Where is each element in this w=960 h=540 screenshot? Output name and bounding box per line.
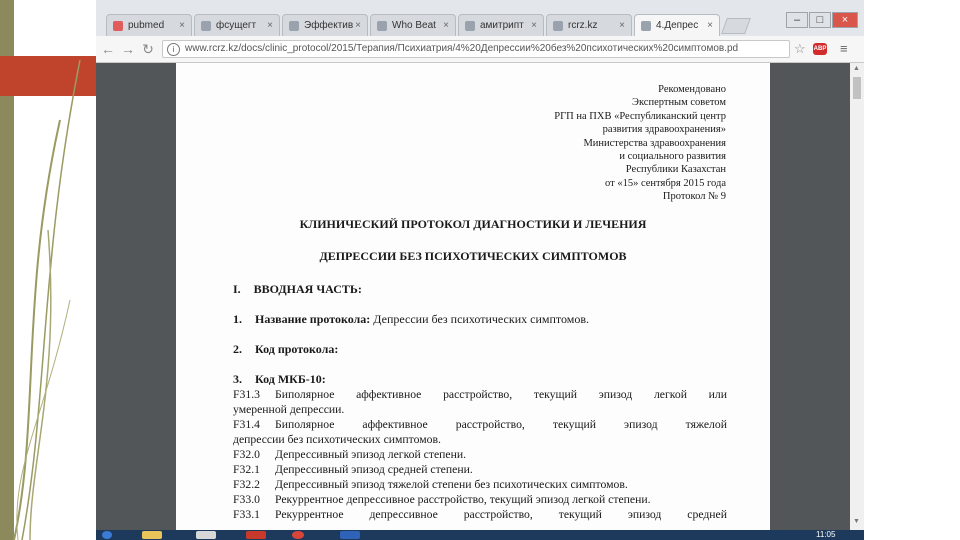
powerpoint-taskbar-icon[interactable] (246, 531, 266, 539)
bookmark-star-icon[interactable]: ☆ (794, 41, 806, 56)
url-input[interactable] (162, 40, 790, 58)
tab-label: rcrz.kz (568, 20, 598, 31)
icd-description: Рекуррентное депрессивное расстройство, текущий эпизод легкой степени. (275, 493, 651, 506)
icd-code-item (233, 372, 326, 387)
close-tab-icon[interactable]: × (707, 20, 713, 31)
approval-line: Рекомендовано (658, 84, 726, 95)
item-value: Депрессии без психотических симптомов. (373, 312, 589, 326)
icd-code-list (233, 387, 727, 522)
item-number: 3. (233, 372, 242, 386)
maximize-button[interactable]: □ (809, 12, 831, 28)
document-title-line-2: ДЕПРЕССИИ БЕЗ ПСИХОТИЧЕСКИХ СИМПТОМОВ (319, 249, 627, 263)
protocol-name-item (233, 312, 589, 327)
approval-line: Экспертным советом (632, 97, 726, 109)
icd-code-row (233, 447, 727, 462)
approval-line: развития здравоохранения» (602, 124, 726, 136)
reload-icon[interactable]: ↻ (142, 41, 154, 57)
tab-label: амитрипт (480, 20, 524, 31)
document-title-line-1: КЛИНИЧЕСКИЙ ПРОТОКОЛ ДИАГНОСТИКИ И ЛЕЧЕНИЯ (299, 217, 647, 231)
icd-code: F32.2 (233, 478, 260, 491)
icd-code-row (233, 477, 727, 492)
windows-taskbar (96, 530, 864, 540)
scroll-down-icon[interactable]: ▼ (853, 518, 860, 525)
icd-code: F31.4 (233, 418, 260, 431)
new-tab-button[interactable] (721, 18, 751, 34)
tab-label: Эффектив (304, 20, 353, 31)
start-button-icon[interactable] (102, 531, 112, 539)
tab-rcrz[interactable] (546, 14, 632, 36)
icd-description: Биполярное аффективное расстройство, текущий эпизод легкой или (275, 388, 727, 401)
close-window-button[interactable]: × (832, 12, 858, 28)
doc-favicon-icon (377, 21, 387, 31)
icd-code-row (233, 387, 727, 402)
icd-code: F32.1 (233, 463, 260, 476)
scroll-up-icon[interactable]: ▲ (853, 65, 860, 72)
item-label: Код МКБ-10: (255, 372, 326, 386)
icd-code: F33.0 (233, 493, 260, 506)
icd-description-continued: умеренной депрессии. (233, 403, 345, 416)
icd-description: Депрессивный эпизод легкой степени. (275, 448, 467, 461)
info-icon[interactable]: i (167, 43, 180, 56)
url-text: www.rcrz.kz/docs/clinic_protocol/2015/Терапия/Психиатрия/4%20Депрессии%20без%20психотических%20симптомов.pd (185, 43, 739, 54)
section-intro-heading (233, 282, 362, 297)
back-arrow-icon[interactable]: ← (101, 41, 115, 57)
doc-favicon-icon (465, 21, 475, 31)
explorer-taskbar-icon[interactable] (142, 531, 162, 539)
tab-label: 4.Депрес (656, 20, 699, 31)
tab-effektiv[interactable] (282, 14, 368, 36)
item-label: Название протокола: (255, 312, 371, 326)
icd-description-continued: депрессии без психотических симптомов. (233, 433, 441, 446)
icd-code-row (233, 507, 727, 522)
chrome-taskbar-icon[interactable] (292, 531, 304, 539)
section-number: I. (233, 282, 241, 296)
tab-pubmed[interactable] (106, 14, 192, 36)
icd-description: Рекуррентное депрессивное расстройство, текущий эпизод средней (275, 508, 727, 521)
close-tab-icon[interactable]: × (619, 20, 625, 31)
approval-block (554, 83, 726, 204)
tab-label: Who Beat (392, 20, 436, 31)
pdf-page (176, 63, 770, 530)
icd-code: F33.1 (233, 508, 260, 521)
doc-favicon-icon (553, 21, 563, 31)
close-tab-icon[interactable]: × (355, 20, 361, 31)
close-tab-icon[interactable]: × (267, 20, 273, 31)
item-number: 2. (233, 342, 242, 356)
tab-depressii-active[interactable] (634, 14, 720, 36)
forward-arrow-icon[interactable]: → (121, 41, 135, 57)
grass-decoration-icon (0, 0, 96, 540)
slide-left-margin (0, 0, 96, 540)
tab-label: фсущегт (216, 20, 257, 31)
icd-description: Депрессивный эпизод средней степени. (275, 463, 473, 476)
icd-code-row (233, 462, 727, 477)
tab-fsushchegt[interactable] (194, 14, 280, 36)
icd-description: Депрессивный эпизод тяжелой степени без психотических симптомов. (275, 478, 628, 491)
adblock-extension-icon[interactable]: ABP (813, 43, 827, 55)
icd-code: F31.3 (233, 388, 260, 401)
section-label: ВВОДНАЯ ЧАСТЬ: (253, 282, 362, 296)
doc-favicon-icon (201, 21, 211, 31)
icd-code: F32.0 (233, 448, 260, 461)
pdf-viewer[interactable] (96, 63, 864, 530)
close-tab-icon[interactable]: × (443, 20, 449, 31)
media-taskbar-icon[interactable] (196, 531, 216, 539)
icd-code-row (233, 492, 727, 507)
close-tab-icon[interactable]: × (179, 20, 185, 31)
browser-menu-icon[interactable]: ≡ (840, 41, 848, 56)
approval-line: от «15» сентября 2015 года (605, 177, 726, 189)
approval-line: Протокол № 9 (662, 191, 726, 203)
vertical-scrollbar[interactable] (850, 63, 864, 530)
taskbar-clock: 11:05 (816, 530, 836, 539)
word-taskbar-icon[interactable] (340, 531, 360, 539)
item-number: 1. (233, 312, 242, 326)
scroll-thumb[interactable] (853, 77, 861, 99)
browser-window (96, 0, 864, 540)
pubmed-favicon-icon (113, 21, 123, 31)
doc-favicon-icon (289, 21, 299, 31)
icd-description: Биполярное аффективное расстройство, текущий эпизод тяжелой (275, 418, 727, 431)
item-label: Код протокола: (255, 342, 339, 356)
protocol-code-item (233, 342, 338, 357)
approval-line: Республики Казахстан (625, 164, 726, 176)
tab-amitript[interactable] (458, 14, 544, 36)
tab-strip (96, 0, 864, 36)
close-tab-icon[interactable]: × (531, 20, 537, 31)
tab-who-beat[interactable] (370, 14, 456, 36)
icd-code-row (233, 417, 727, 432)
doc-favicon-icon (641, 21, 651, 31)
approval-line: и социального развития (619, 151, 726, 163)
slide-right-margin (864, 0, 960, 540)
approval-line: Министерства здравоохранения (583, 137, 726, 149)
tab-label: pubmed (128, 20, 165, 31)
approval-line: РГП на ПХВ «Республиканский центр (554, 110, 726, 122)
address-bar (96, 36, 864, 63)
minimize-button[interactable]: – (786, 12, 808, 28)
